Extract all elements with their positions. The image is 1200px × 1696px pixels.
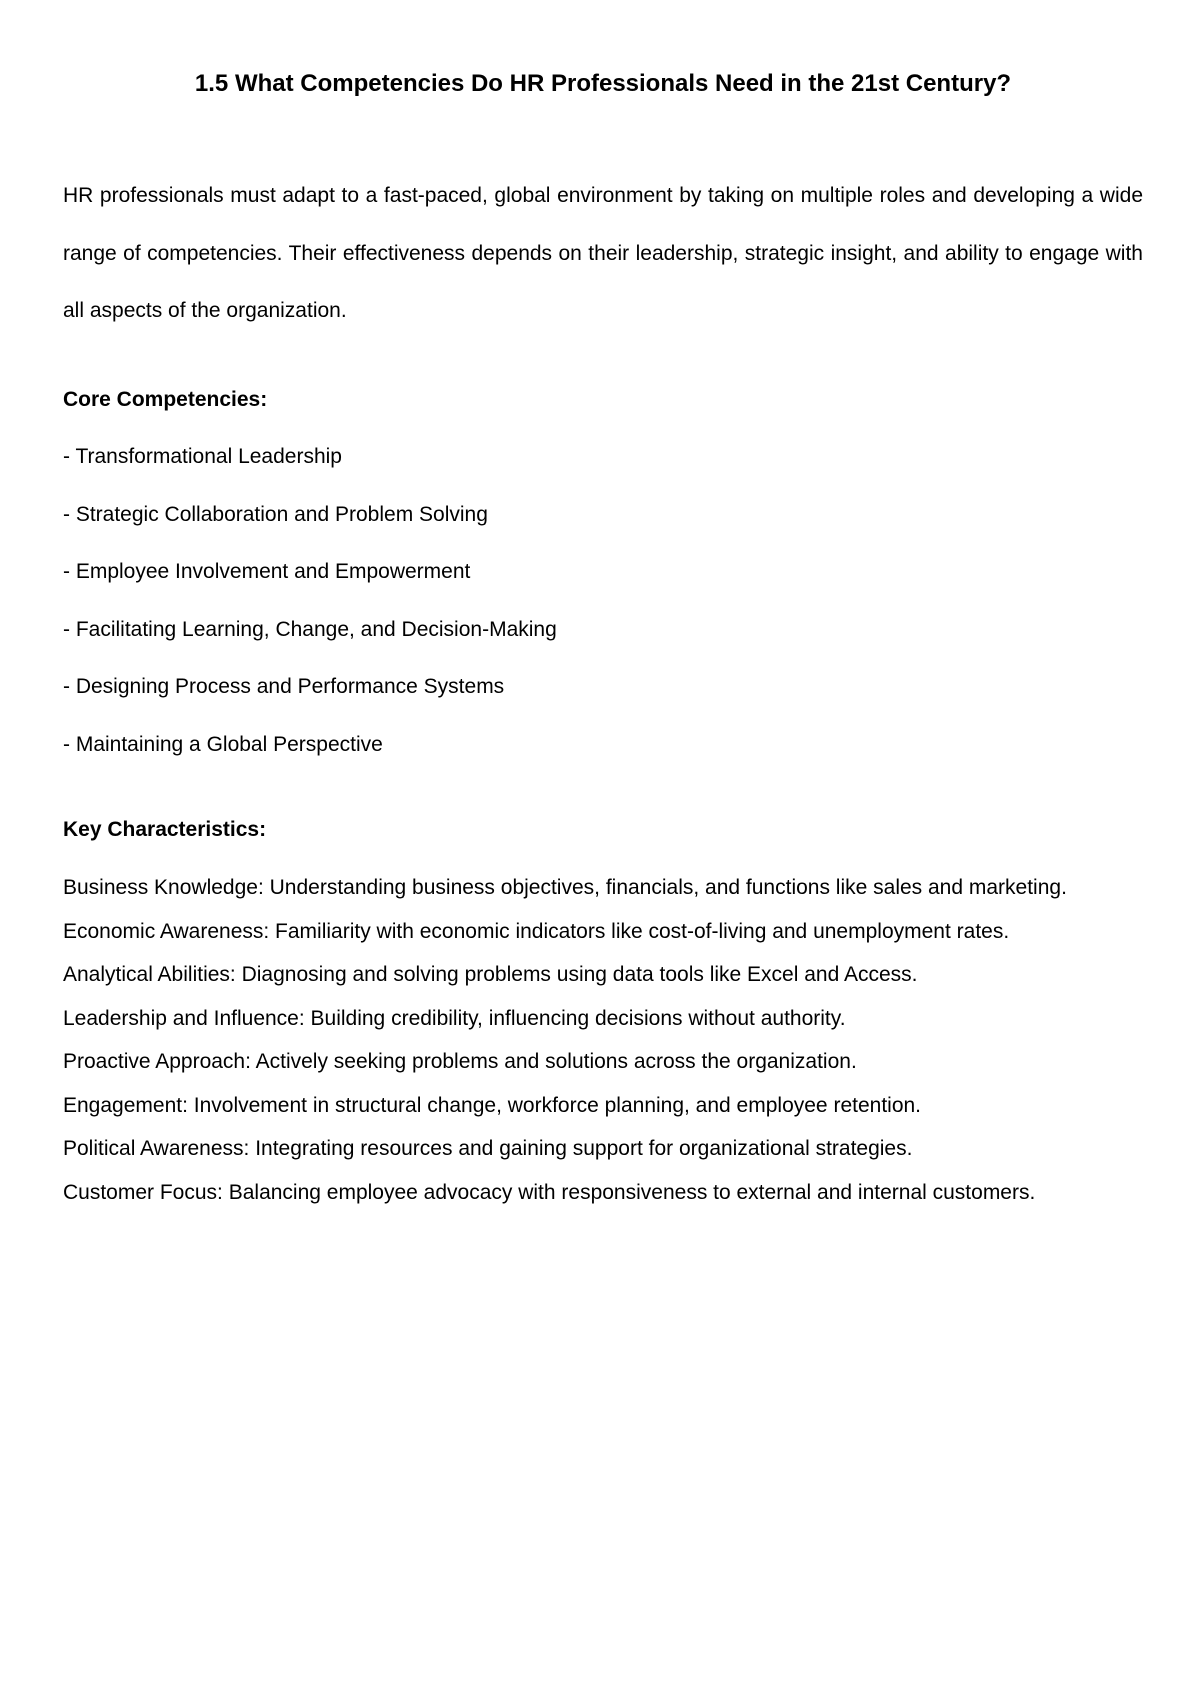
list-item: Analytical Abilities: Diagnosing and solving problems using data tools like Excel and Access.: [63, 963, 918, 986]
list-item: Political Awareness: Integrating resources and gaining support for organizational strategies.: [63, 1137, 913, 1160]
list-item: - Designing Process and Performance Systems: [63, 675, 505, 698]
list-item: - Maintaining a Global Perspective: [63, 732, 383, 756]
list-item: - Strategic Collaboration and Problem Solving: [63, 502, 488, 526]
list-item: - Transformational Leadership: [63, 445, 342, 468]
list-item: Economic Awareness: Familiarity with economic indicators like cost-of-living and unemployment rates.: [63, 919, 1010, 943]
list-item: Engagement: Involvement in structural change, workforce planning, and employee retention.: [63, 1093, 922, 1117]
core-competencies-list: [63, 443, 557, 788]
list-item: - Facilitating Learning, Change, and Decision-Making: [63, 617, 557, 641]
list-item: Customer Focus: Balancing employee advocacy with responsiveness to external and internal customers.: [63, 1180, 1036, 1204]
list-item: - Employee Involvement and Empowerment: [63, 560, 471, 583]
core-competencies-heading: Core Competencies:: [63, 388, 268, 411]
page-title: 1.5 What Competencies Do HR Professionals Need in the 21st Century?: [194, 70, 1012, 97]
list-item: Business Knowledge: Understanding business objectives, financials, and functions like sales and marketing.: [63, 876, 1067, 899]
key-characteristics-list: [63, 873, 1143, 1221]
list-item: Proactive Approach: Actively seeking problems and solutions across the organization.: [63, 1050, 857, 1073]
intro-paragraph: HR professionals must adapt to a fast-paced, global environment by taking on multiple roles and developing a wide range of competencies. Their effectiveness depends on their leadership, strategic insight, and ability to engage with all aspects of the organization.: [63, 184, 1143, 322]
key-characteristics-heading: Key Characteristics:: [63, 818, 267, 841]
list-item: Leadership and Influence: Building credibility, influencing decisions without authority.: [63, 1006, 846, 1030]
